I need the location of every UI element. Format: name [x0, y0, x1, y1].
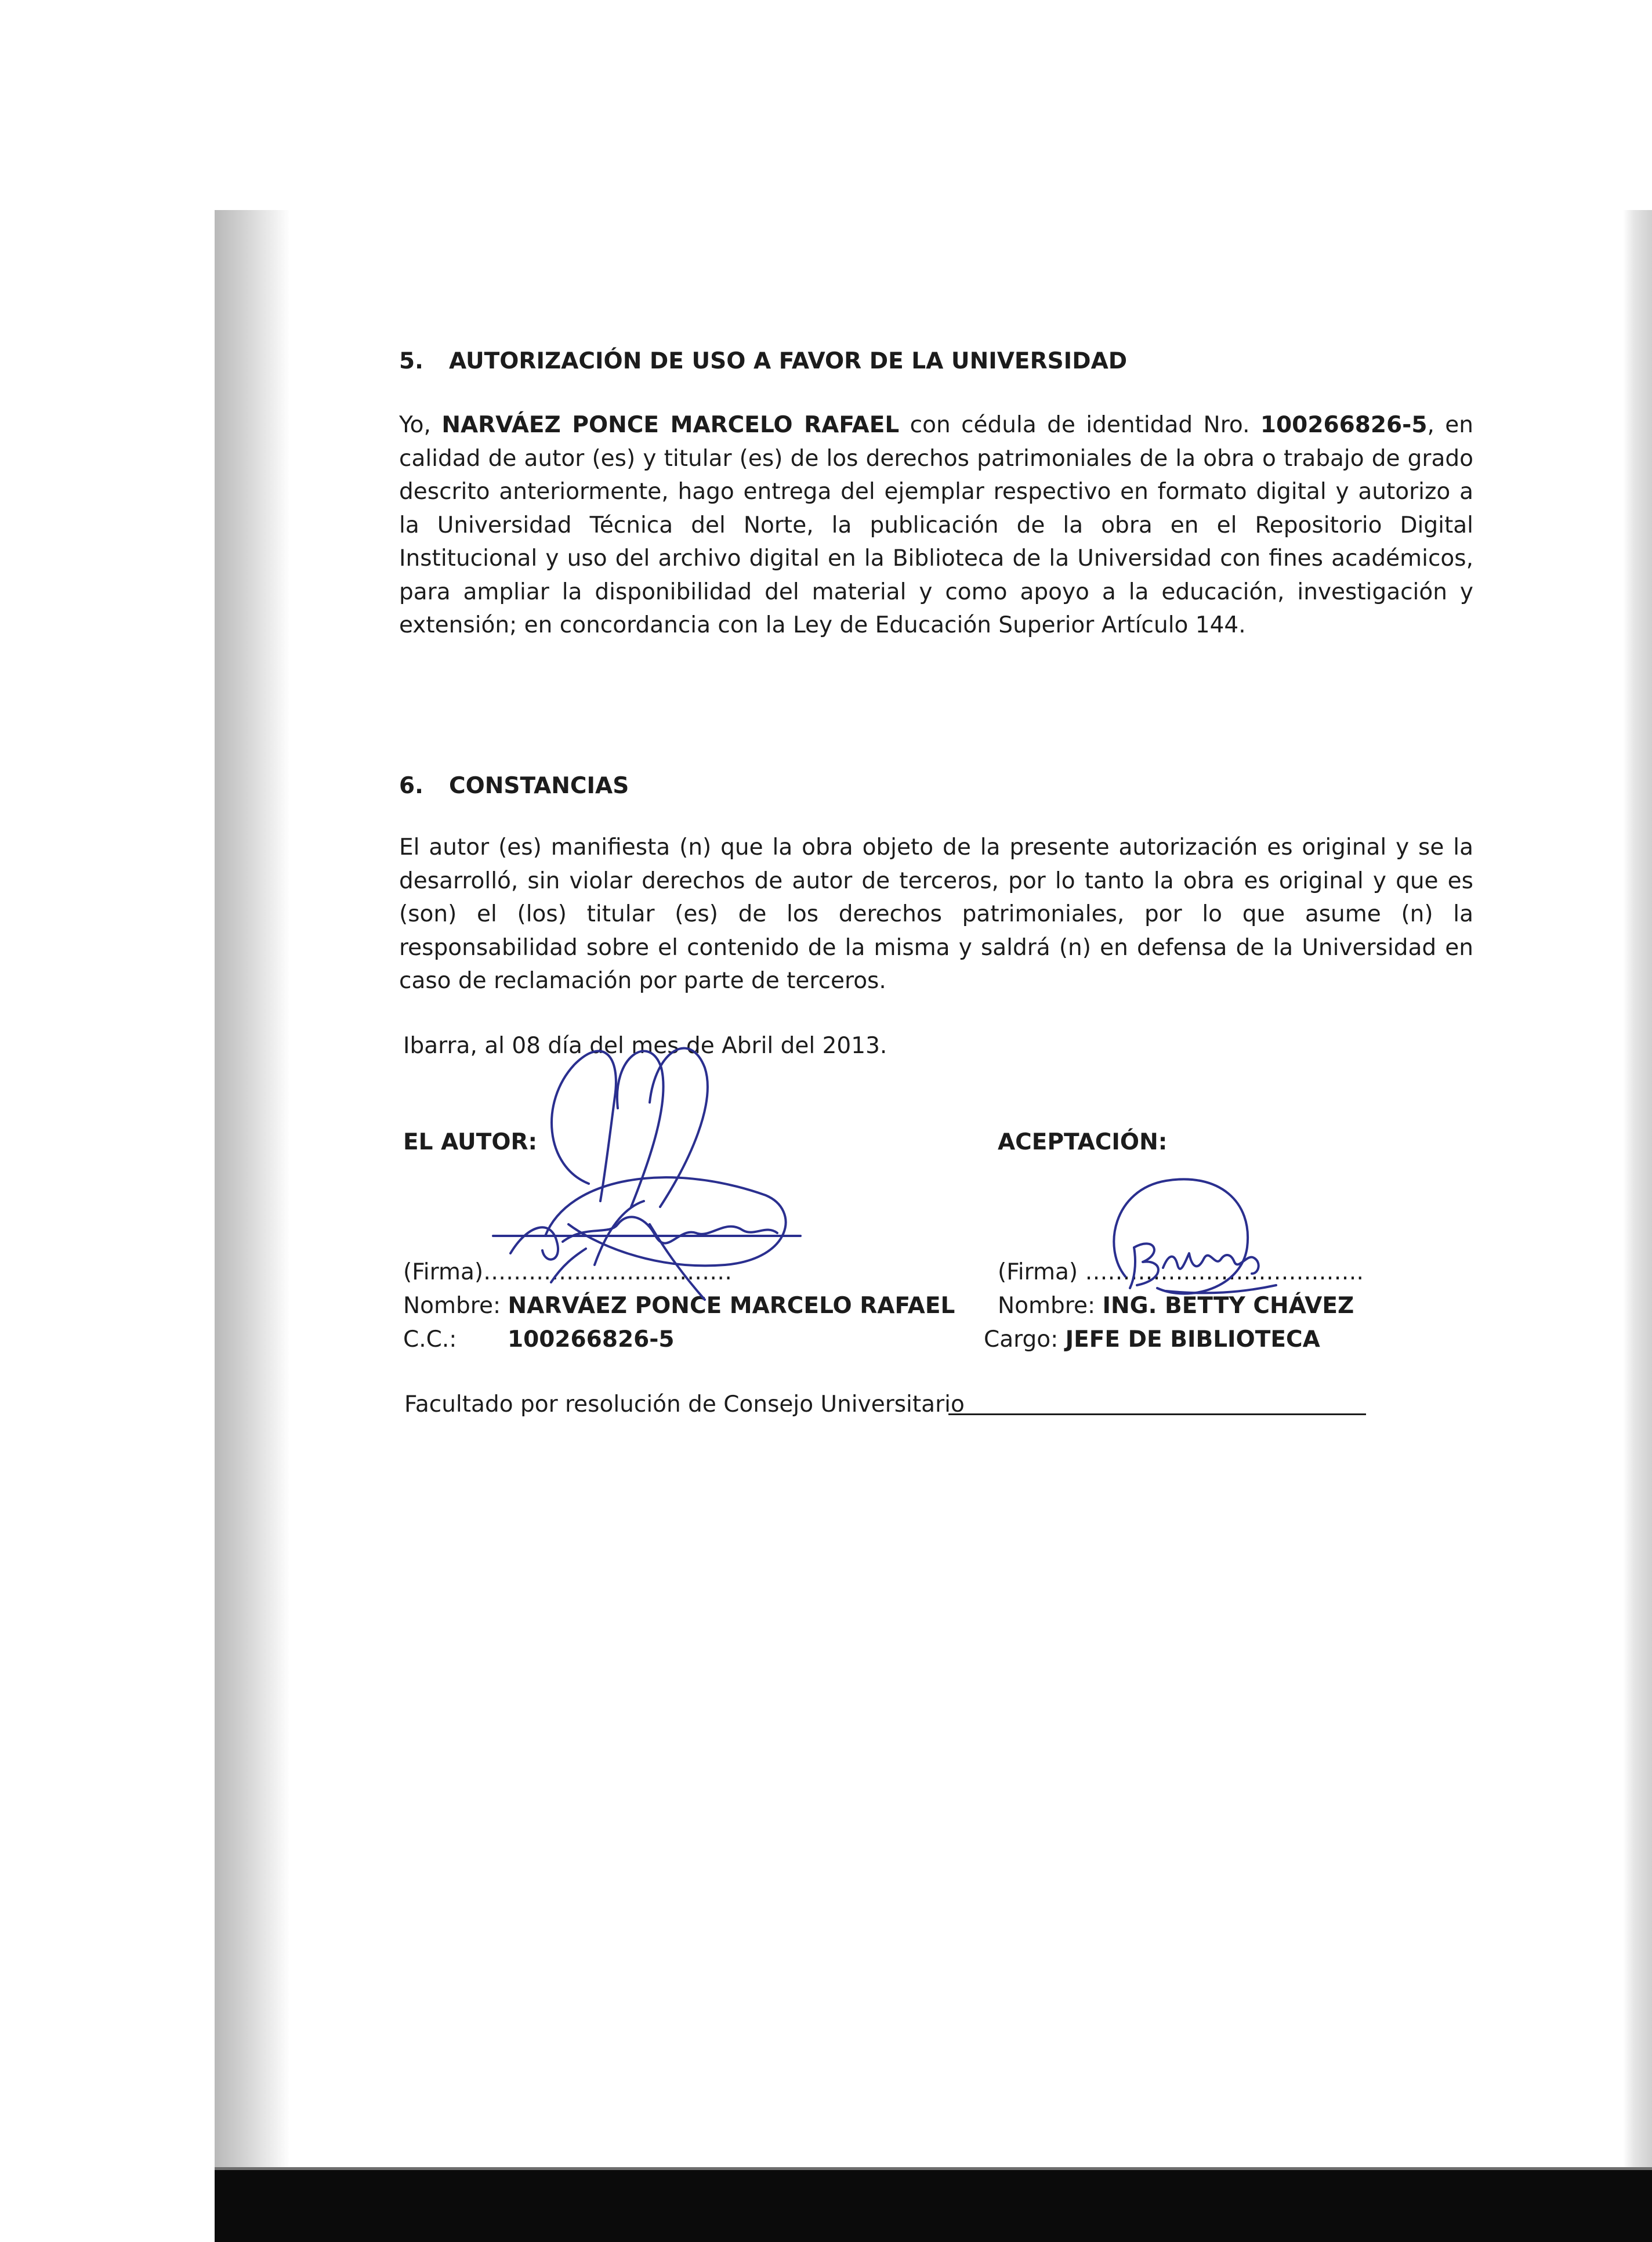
scan-shadow-left [215, 210, 290, 2183]
author-heading: EL AUTOR: [403, 1129, 538, 1155]
section-6-heading [399, 773, 629, 799]
scan-shadow-right [1623, 210, 1652, 2183]
para5-rest: , en calidad de autor (es) y titular (es) de los derechos patrimoniales de la obra o trabajo de grado descrito anteriormente, hago entrega del ejemplar respectivo en formato digital y autorizo a la Universidad Técnica del Norte, la publicación de la obra en el Repositorio Digital Institucional y uso del archivo digital en la Biblioteca de la Universidad con fines académicos, para ampliar la disponibilidad del material y como apoyo a la educación, investigación y extensión; en concordancia con la Ley de Educación Superior Artículo 144. [399, 412, 1473, 638]
section-5-paragraph [399, 408, 1473, 642]
footer-blank-line [948, 1413, 1366, 1415]
para5-intro: Yo, [399, 412, 442, 438]
acceptance-cargo-value: JEFE DE BIBLIOTECA [1065, 1326, 1320, 1353]
author-cc-label: C.C.: [403, 1326, 457, 1353]
section-6-number: 6. [399, 773, 423, 799]
author-nombre [403, 1289, 955, 1322]
section-5-title: AUTORIZACIÓN DE USO A FAVOR DE LA UNIVERSIDAD [449, 348, 1128, 374]
author-cc [403, 1323, 675, 1356]
para5-author-name: NARVÁEZ PONCE MARCELO RAFAEL [441, 412, 900, 438]
section-5-heading [399, 348, 1127, 374]
para5-mid: con cédula de identidad Nro. [899, 412, 1260, 438]
author-nombre-label: Nombre: [403, 1293, 508, 1319]
acceptance-nombre-label: Nombre: [998, 1293, 1103, 1319]
acceptance-firma-line: (Firma) ………………………………. [998, 1259, 1364, 1285]
acceptance-cargo-label: Cargo: [984, 1326, 1066, 1353]
scan-bottom-bar [215, 2170, 1652, 2242]
acceptance-heading: ACEPTACIÓN: [998, 1129, 1168, 1155]
author-nombre-value: NARVÁEZ PONCE MARCELO RAFAEL [508, 1293, 955, 1319]
footer-resolution-text: Facultado por resolución de Consejo Universitario [404, 1391, 965, 1417]
author-cc-value: 100266826-5 [508, 1326, 675, 1353]
author-firma-line: (Firma)…………………………… [403, 1259, 733, 1285]
para5-id-number: 100266826-5 [1260, 412, 1428, 438]
section-6-title: CONSTANCIAS [449, 773, 629, 799]
place-date: Ibarra, al 08 día del mes de Abril del 2013. [403, 1033, 887, 1059]
acceptance-nombre-value: ING. BETTY CHÁVEZ [1102, 1293, 1354, 1319]
acceptance-cargo [984, 1323, 1320, 1356]
section-5-number: 5. [399, 348, 423, 374]
section-6-paragraph: El autor (es) manifiesta (n) que la obra objeto de la presente autorización es original y se la desarrolló, sin violar derechos de autor de terceros, por lo tanto la obra es original y que es (son) el (los) titular (es) de los derechos patrimoniales, por lo que asume (n) la responsabilidad sobre el contenido de la misma y saldrá (n) en defensa de la Universidad en caso de reclamación por parte de terceros. [399, 834, 1473, 994]
acceptance-nombre [998, 1289, 1354, 1322]
